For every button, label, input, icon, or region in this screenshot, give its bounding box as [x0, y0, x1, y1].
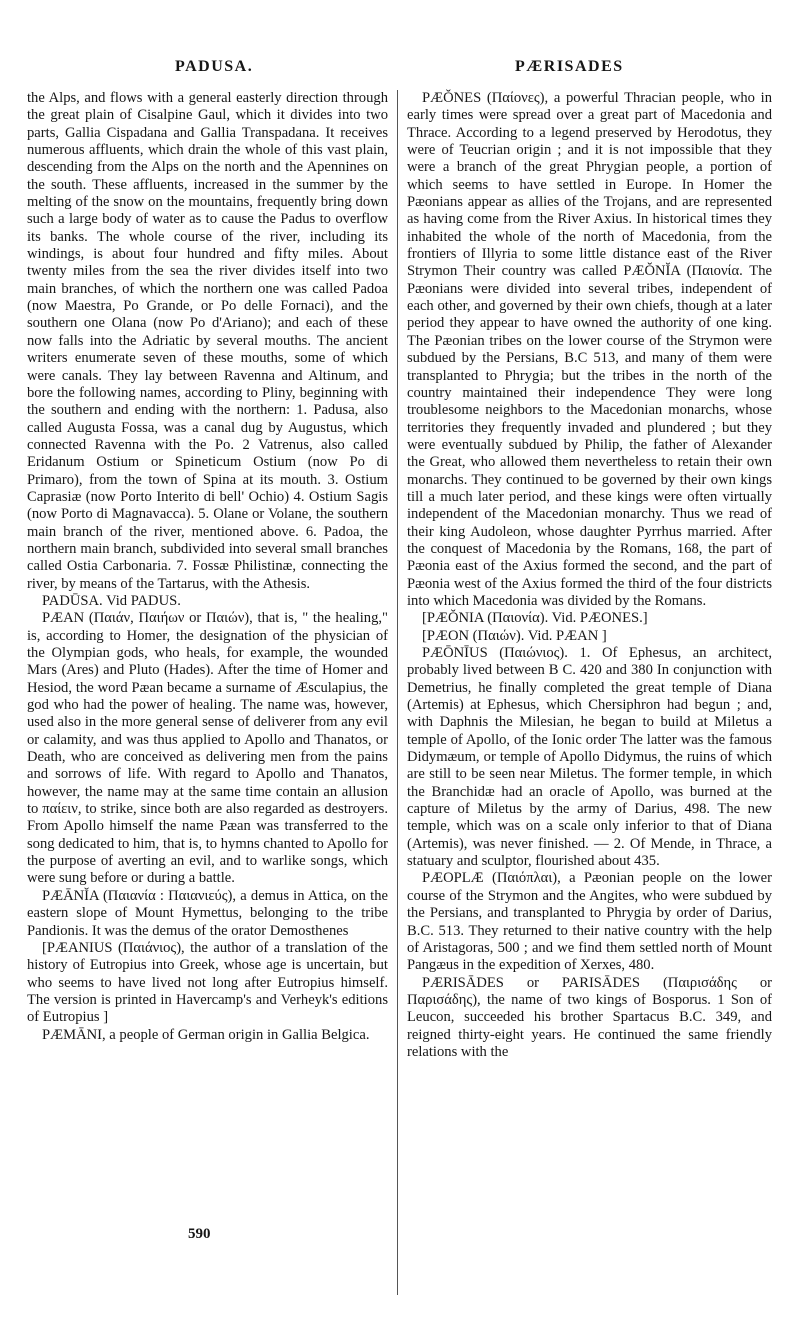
running-head-right: PÆRISADES [515, 58, 624, 75]
running-head-left: PADUSA. [175, 58, 254, 75]
right-column [407, 90, 772, 1061]
entry-paeonius: PÆŌNĪUS (Παιώνιος). 1. Of Ephesus, an architect, probably lived between B C. 420 and 380 In conjunction with Demetrius, he finally completed the great temple of Diana (Artemis) at Ephesus, which Chersiphron had begun ; and, with Daphnis the Milesian, he began to build at Miletus a temple of Apollo, of the Ionic order The latter was the famous Didymæum, or temple of Apollo Didymus, the ruins of which are still to be seen near Miletus. The former temple, in which the Branchidæ had an oracle of Apollo, was burned at the capture of Miletus by the army of Darius, 498. The new temple, which was on a scale only inferior to that of Diana (Artemis), was never finished. — 2. Of Mende, in Thrace, a statuary and sculptor, flourished about 435. [407, 645, 772, 870]
entry-paeoplae: PÆOPLÆ (Παιόπλαι), a Pæonian people on the lower course of the Strymon and the Angites, who were subdued by the Persians, and transplanted to Phrygia by order of Darius, B.C. 513. They returned to their native country with the help of Aristagoras, 500 ; and we find them settled north of Mount Pangæus in the expedition of Xerxes, 480. [407, 870, 772, 974]
column-divider [397, 90, 398, 1295]
entry-paeania: PÆĀNĬA (Παιανία : Παιανιεύς), a demus in Attica, on the eastern slope of Mount Hymettus, belonging to the tribe Pandionis. It was the demus of the orator Demosthenes [27, 887, 388, 939]
entry-paerisades: PÆRISĀDES or PARISĀDES (Παιρισάδης or Παρισάδης), the name of two kings of Bosporus. 1 Son of Leucon, succeeded his brother Spartacus B.C. 349, and reigned thirty-eight years. He continued the same friendly relations with the [407, 974, 772, 1060]
entry-paean: PÆAN (Παιάν, Παιήων or Παιών), that is, " the healing," is, according to Homer, the designation of the physician of the Olympian gods, who heals, for example, the wounded Mars (Ares) and Pluto (Hades). After the time of Homer and Hesiod, the word Pæan became a surname of Æsculapius, the god who had the power of healing. The name was, however, used also in the more general sense of deliverer from any evil or calamity, and was thus applied to Apollo and Thanatos, or Death, who are conceived as delivering men from the pains and sorrows of life. With regard to Apollo and Thanatos, however, the name may at the same time contain an allusion to παίειν, to strike, since both are also regarded as destroyers. From Apollo himself the name Pæan was transferred to the song dedicated to him, that is, to hymns chanted to Apollo for the purpose of averting an evil, and to warlike songs, which were sung before or during a battle. [27, 610, 388, 887]
left-column [27, 90, 388, 1044]
entry-paemani: PÆMĀNI, a people of German origin in Gallia Belgica. [42, 1026, 370, 1043]
entry-paeonia: [PÆŎNIA (Παιονία). Vid. PÆONES.] [422, 610, 648, 627]
page-number: 590 [188, 1226, 211, 1242]
entry-paeones: PÆŎNES (Παίονες), a powerful Thracian people, who in early times were spread over a great part of Macedonia and Thrace. According to a legend preserved by Herodotus, they were of Teucrian origin ; and it is not impossible that they were a branch of the great Phrygian people, a portion of which seems to have settled in Europe. In Homer the Pæonians appear as allies of the Trojans, and are represented as having come from the River Axius. In historical times they inhabited the whole of the north of Macedonia, from the frontiers of Illyria to some little distance east of the River Strymon Their country was called PÆŎNĬA (Παιονία. The Pæonians were divided into several tribes, independent of each other, and governed by their own chiefs, though at a later period they appear to have owned the authority of one king. The Pæonian tribes on the lower course of the Strymon were subdued by the Persians, B.C 513, and many of them were transplanted to Phrygia; but the tribes in the north of the country maintained their independence They were long troublesome neighbors to the Macedonian monarchs, whose territories they frequently invaded and plundered ; but they were eventually subdued by Philip, the father of Alexander the Great, who allowed them nevertheless to retain their own monarchs. They continued to be governed by their own kings till a much later period, and these kings were often virtually independent of the Macedonian monarchy. Thus we read of their king Audoleon, whose daughter Pyrrhus married. After the conquest of Macedonia by the Romans, 168, the part of Pæonia east of the Axius formed the second, and the part of Pæonia west of the Axius formed the third of the four districts into which Macedonia was divided by the Romans. [407, 90, 772, 609]
entry-paeon: [PÆON (Παιών). Vid. PÆAN ] [422, 627, 607, 644]
entry-paeanius: [PÆANIUS (Παιάνιος), the author of a translation of the history of Eutropius into Greek, whose age is uncertain, but who seems to have lived not long after Eutropius himself. The version is printed in Havercamp's and Verheyk's editions of Eutropius ] [27, 939, 388, 1026]
entry-padusa: PADŪSA. Vid PADUS. [42, 592, 181, 609]
entry-padus-continued: the Alps, and flows with a general easterly direction through the great plain of Cisalpine Gaul, which it divides into two parts, Gallia Cispadana and Gallia Transpadana. It receives numerous affluents, which drain the whole of this vast plain, descending from the Alps on the north and the Apennines on the south. These affluents, increased in the summer by the melting of the snow on the mountains, frequently bring down such a large body of water as to cause the Padus to overflow its banks. The whole course of the river, including its windings, is about four hundred and fifty miles. About twenty miles from the sea the river divides itself into two main branches, of which the northern one was called Padoa (now Maestra, Po Grande, or Po delle Fornaci), and the southern one Olana (now Po d'Ariano); and each of these now falls into the Adriatic by several mouths. The ancient writers enumerate seven of these mouths, some of which were canals. They lay between Ravenna and Altinum, and bore the following names, according to Pliny, beginning with the southern and ending with the northern: 1. Padusa, also called Augusta Fossa, was a canal dug by Augustus, which connected Ravenna with the Po. 2 Vatrenus, also called Eridanum Ostium or Spineticum Ostium (now Po di Primaro), from the town of Spina at its mouth. 3. Ostium Caprasiæ (now Porto Interito di bell' Ochio) 4. Ostium Sagis (now Porto di Magnavacca). 5. Olane or Volane, the southern main branch of the river, mentioned above. 6. Padoa, the northern main branch, subdivided into several small branches called Ostia Carbonaria. 7. Fossæ Philistinæ, connecting the river, by means of the Tartarus, with the Athesis. [27, 90, 388, 592]
